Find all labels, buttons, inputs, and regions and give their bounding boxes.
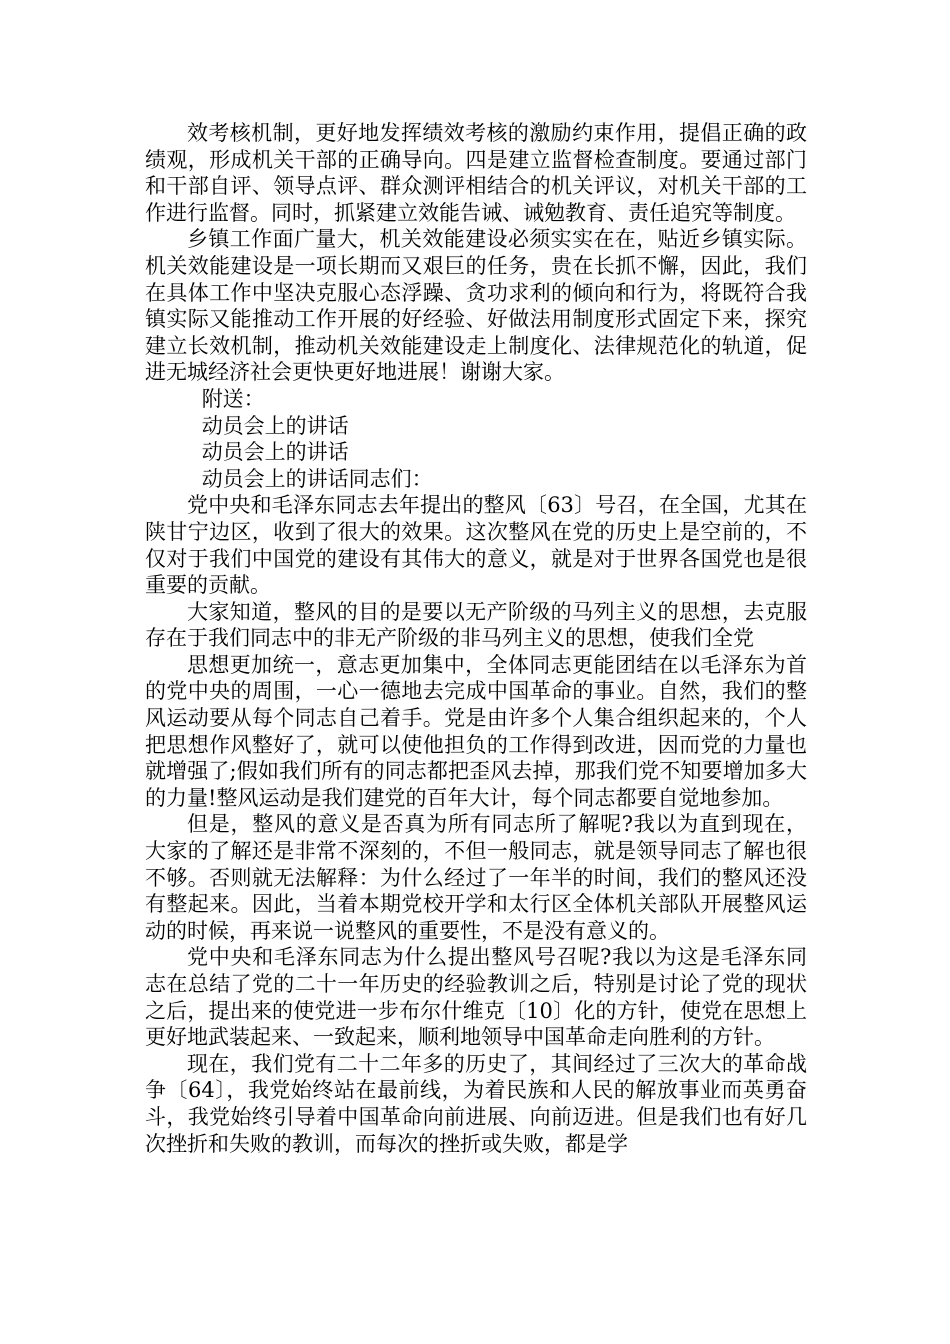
paragraph: 党中央和毛泽东同志为什么提出整风号召呢?我以为这是毛泽东同志在总结了党的二十一年历史的经验教训之后，特别是讨论了党的现状之后，提出来的使党进一步布尔什维克〔10〕化的方针，使党在思想上更好地武装起来、一致起来，顺利地领导中国革命走向胜利的方针。 [145,945,807,1050]
paragraph: 大家知道，整风的目的是要以无产阶级的马列主义的思想，去克服存在于我们同志中的非无产阶级的非马列主义的思想，使我们全党 [145,599,807,651]
paragraph: 但是，整风的意义是否真为所有同志所了解呢?我以为直到现在，大家的了解还是非常不深刻的，不但一般同志，就是领导同志了解也很不够。否则就无法解释：为什么经过了一年半的时间，我们的整风还没有整起来。因此，当着本期党校开学和太行区全体机关部队开展整风运动的时候，再来说一说整风的重要性，不是没有意义的。 [145,812,807,943]
paragraph: 现在，我们党有二十二年多的历史了，其间经过了三次大的革命战争〔64〕，我党始终站在最前线，为着民族和人民的解放事业而英勇奋斗，我党始终引导着中国革命向前进展、向前迈进。但是我们也有好几次挫折和失败的教训，而每次的挫折或失败，都是学 [145,1051,807,1156]
paragraph: 思想更加统一，意志更加集中，全体同志更能团结在以毛泽东为首的党中央的周围，一心一德地去完成中国革命的事业。自然，我们的整风运动要从每个同志自己着手。党是由许多个人集合组织起来的，个人把思想作风整好了，就可以使他担负的工作得到改进，因而党的力量也就增强了;假如我们所有的同志都把歪风去掉，那我们党不知要增加多大的力量!整风运动是我们建党的百年大计，每个同志都要自觉地参加。 [145,652,807,810]
document-body [145,120,807,1157]
paragraph: 效考核机制，更好地发挥绩效考核的激励约束作用，提倡正确的政绩观，形成机关干部的正确导向。四是建立监督检查制度。要通过部门和干部自评、领导点评、群众测评相结合的机关评议，对机关干部的工作进行监督。同时，抓紧建立效能告诫、诫勉教育、责任追究等制度。 [145,121,807,225]
paragraph: 乡镇工作面广量大，机关效能建设必须实实在在，贴近乡镇实际。机关效能建设是一项长期而又艰巨的任务，贵在长抓不懈，因此，我们在具体工作中坚决克服心态浮躁、贪功求利的倾向和行为，将既符合我镇实际又能推动工作开展的好经验、好做法用制度形式固定下来，探究建立长效机制，推动机关效能建设走上制度化、法律规范化的轨道，促进无城经济社会更快更好地进展！谢谢大家。 [145,227,807,385]
paragraph: 附送： [201,386,265,411]
paragraph: 动员会上的讲话 [201,440,349,465]
paragraph: 动员会上的讲话同志们： [201,466,433,491]
paragraph: 党中央和毛泽东同志去年提出的整风〔63〕号召，在全国，尤其在陕甘宁边区，收到了很大的效果。这次整风在党的历史上是空前的，不仅对于我们中国党的建设有其伟大的意义，就是对于世界各国党也是很重要的贡献。 [145,493,807,598]
paragraph: 动员会上的讲话 [201,413,349,438]
